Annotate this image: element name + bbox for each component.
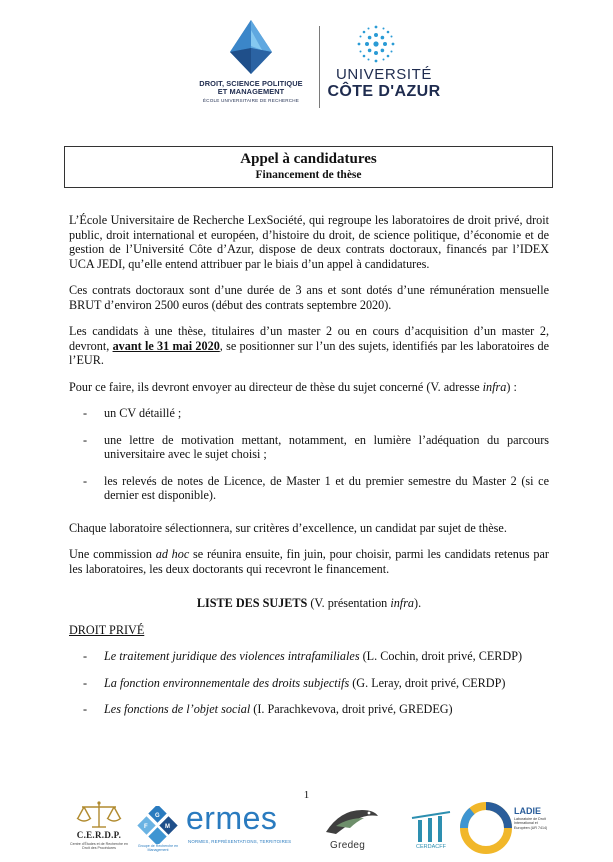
list-item bbox=[69, 406, 549, 421]
list-item-text: une lettre de motivation mettant, notamment, en lumière l’adéquation du parcours universitaire avec le sujet choisi ; bbox=[104, 432, 549, 461]
gfm-letter-m: M bbox=[165, 824, 170, 830]
section-title-droit-prive: DROIT PRIVÉ bbox=[69, 622, 145, 637]
paragraph-selection: Chaque laboratoire sélectionnera, sur critères d’excellence, un candidat par sujet de thèse. bbox=[69, 520, 507, 535]
commission-italic: ad hoc bbox=[155, 547, 190, 561]
cerdp-logo bbox=[64, 800, 134, 856]
paragraph-contract: Ces contrats doctoraux sont d’une durée de 3 ans et sont dotés d’une rémunération mensuelle BRUT d’environ 2500 euros (début des contrats septembre 2020). bbox=[69, 283, 549, 312]
ladie-logo bbox=[458, 800, 554, 856]
deadline-text: avant le 31 mai 2020 bbox=[112, 338, 220, 353]
candidates-text-before: Les candidats à une thèse, titulaires d’un master 2 ou en cours d’acquisition d’un master 2, devront, bbox=[69, 324, 549, 353]
bird-wing-icon bbox=[322, 804, 380, 840]
topic-item bbox=[69, 649, 549, 664]
header-divider bbox=[319, 26, 320, 108]
document-body bbox=[69, 213, 549, 717]
list-dash: - bbox=[83, 702, 88, 716]
topics-list bbox=[69, 649, 549, 717]
eur-lexsociete-logo bbox=[186, 18, 316, 113]
gfm-logo bbox=[136, 806, 180, 854]
ladie-tagline: Laboratoire de Droit International et Européen (UR 7414) bbox=[514, 817, 548, 830]
cerdp-tagline: Centre d'Études et de Recherche en Droit des Procédures bbox=[69, 842, 129, 850]
topic-title: Le traitement juridique des violences intrafamiliales bbox=[104, 649, 360, 663]
ermes-word: ermes bbox=[186, 800, 278, 836]
eur-logo-line3: ÉCOLE UNIVERSITAIRE DE RECHERCHE bbox=[202, 98, 300, 103]
document-subtitle: Financement de thèse bbox=[255, 169, 362, 181]
scales-of-justice-icon bbox=[64, 800, 134, 830]
topic-title: Les fonctions de l’objet social bbox=[104, 702, 251, 716]
gredeg-word: Gredeg bbox=[330, 840, 366, 851]
ermes-logo bbox=[186, 800, 318, 852]
paragraph-intro: L’École Universitaire de Recherche LexSociété, qui regroupe les laboratoires de droit privé, droit public, droit international et européen, d’histoire du droit, de science politique, d’économie et de gestion de l’Université Côte d’Azur, dispose de deux contrats doctoraux, financés par l’IDEX UCA JEDI, qu’elle entend attribuer par le biais d’un appel à candidatures. bbox=[69, 213, 549, 271]
list-dash: - bbox=[83, 432, 88, 447]
topic-item bbox=[69, 676, 549, 691]
list-item bbox=[69, 433, 549, 462]
document-title: Appel à candidatures bbox=[240, 151, 377, 167]
uca-logo-line1: UNIVERSITÉ bbox=[335, 66, 432, 83]
candidates-text-after: , se positionner sur l’un des sujets, identifiés par les laboratoires de l’EUR. bbox=[69, 338, 549, 367]
gredeg-logo bbox=[322, 804, 380, 854]
paragraph-instructions bbox=[69, 380, 549, 395]
topics-heading-after: ). bbox=[414, 596, 422, 610]
topic-detail: (G. Leray, droit privé, CERDP) bbox=[349, 675, 506, 690]
list-dash: - bbox=[83, 406, 88, 420]
eur-logo-line1: DROIT, SCIENCE POLITIQUE bbox=[199, 79, 303, 88]
topics-heading-bold: LISTE DES SUJETS bbox=[196, 596, 308, 610]
paragraph-commission bbox=[69, 547, 549, 576]
list-item bbox=[69, 474, 549, 503]
list-dash: - bbox=[83, 473, 88, 488]
ermes-tagline: NORMES, REPRÉSENTATIONS, TERRITOIRES bbox=[188, 839, 292, 844]
title-box bbox=[64, 146, 553, 188]
cerdp-name: C.E.R.D.P. bbox=[76, 830, 122, 840]
universite-cote-azur-logo bbox=[324, 18, 444, 113]
list-dash: - bbox=[83, 649, 88, 663]
uca-logo-line2: CÔTE D'AZUR bbox=[327, 83, 441, 100]
paragraph-candidates bbox=[69, 324, 549, 368]
list-item-text: les relevés de notes de Licence, de Master 1 et du premier semestre du Master 2 (si ce dernier est disponible). bbox=[104, 473, 549, 502]
cerdacff-logo bbox=[406, 810, 456, 856]
commission-text-after: se réunira ensuite, fin juin, pour choisir, parmi les candidats retenus par les laboratoires, les deux doctorants qui recevront le financement. bbox=[69, 547, 549, 576]
page-number: 1 bbox=[303, 789, 310, 801]
instructions-italic: infra bbox=[482, 379, 507, 394]
gfm-letter-g: G bbox=[155, 813, 160, 819]
gfm-letter-f: F bbox=[144, 824, 148, 830]
topics-heading bbox=[69, 596, 549, 611]
topic-detail: (L. Cochin, droit privé, CERDP) bbox=[359, 649, 523, 663]
dot-circle-icon bbox=[356, 24, 396, 64]
ring-icon bbox=[458, 800, 514, 856]
columns-icon bbox=[406, 810, 456, 844]
topic-title: La fonction environnementale des droits subjectifs bbox=[104, 675, 350, 690]
blue-crystal-icon bbox=[224, 18, 278, 76]
topic-item bbox=[69, 702, 549, 717]
cerdacff-word: CERDACFF bbox=[416, 844, 446, 850]
topics-heading-before: (V. présentation bbox=[307, 596, 391, 610]
instructions-text-after: ) : bbox=[506, 379, 517, 394]
eur-logo-line2: ET MANAGEMENT bbox=[217, 87, 285, 96]
list-item-text: un CV détaillé ; bbox=[104, 406, 182, 420]
ladie-word: LADIE bbox=[514, 806, 541, 816]
page-header bbox=[0, 18, 613, 118]
diamond-cluster-icon bbox=[136, 806, 180, 844]
list-dash: - bbox=[83, 675, 88, 690]
topics-heading-italic: infra bbox=[390, 596, 415, 610]
gfm-tagline: Groupe de Recherche en Management bbox=[137, 844, 179, 852]
required-documents-list bbox=[69, 406, 549, 503]
commission-text-before: Une commission bbox=[69, 547, 156, 561]
instructions-text-before: Pour ce faire, ils devront envoyer au directeur de thèse du sujet concerné (V. adresse bbox=[69, 379, 483, 394]
topic-detail: (I. Parachkevova, droit privé, GREDEG) bbox=[250, 702, 453, 716]
footer-logos bbox=[0, 796, 613, 862]
